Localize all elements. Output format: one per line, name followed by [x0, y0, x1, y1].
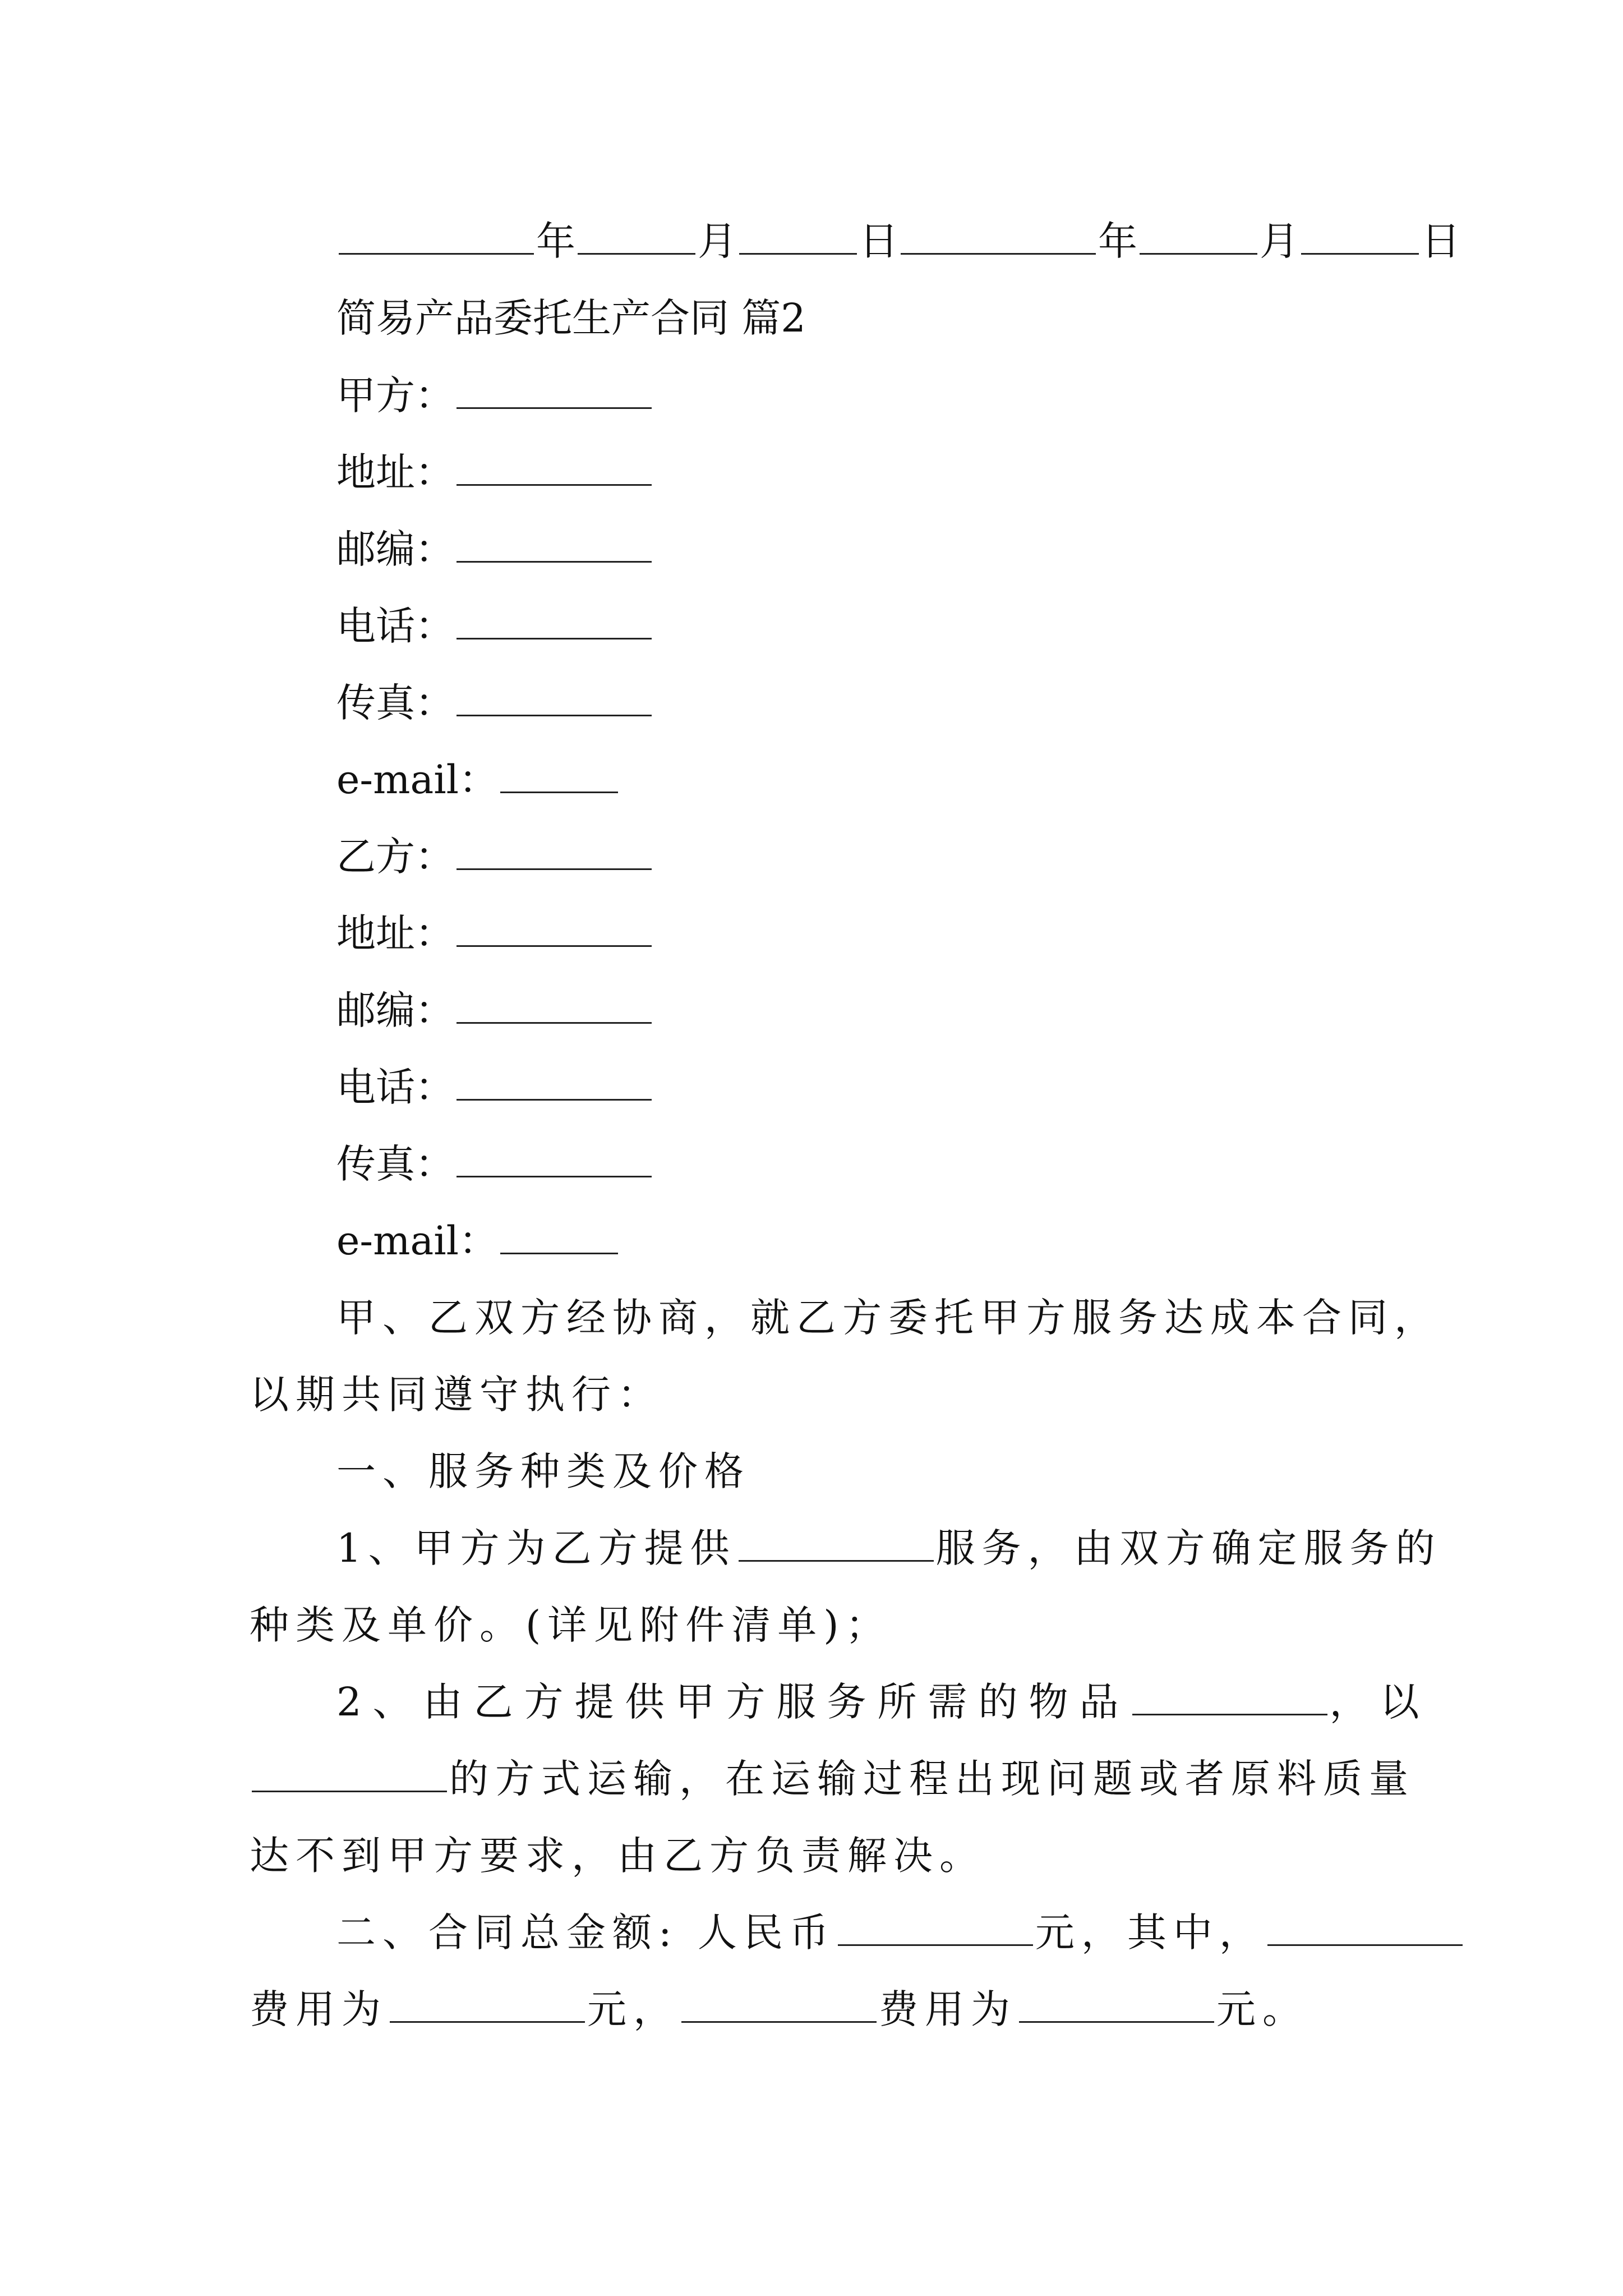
- month-blank[interactable]: [578, 217, 695, 255]
- party-b-phone-label: 电话：: [336, 1064, 454, 1110]
- party-b-address-blank[interactable]: [457, 909, 652, 947]
- section-2-line-2: [250, 1984, 1308, 2035]
- section-2-text-c: 费用为: [250, 1986, 388, 2032]
- party-a-phone-blank[interactable]: [457, 602, 652, 639]
- party-b-postcode-row: [336, 985, 654, 1036]
- party-b-blank[interactable]: [457, 832, 652, 870]
- party-a-address-blank[interactable]: [457, 448, 652, 486]
- section-2-line-1: [336, 1907, 1465, 1958]
- item-2-text-b: ，以: [1329, 1679, 1431, 1725]
- signature-date-line: [336, 216, 1460, 266]
- party-b-email-label: e-mail：: [336, 1218, 498, 1264]
- service-blank[interactable]: [739, 1524, 934, 1562]
- fee-amount-blank-1[interactable]: [390, 1985, 585, 2023]
- month-label-2: 月: [1260, 218, 1299, 264]
- party-b-phone-row: [336, 1062, 654, 1112]
- day-label-2: 日: [1421, 218, 1460, 264]
- section-2-text-e: 费用为: [879, 1986, 1017, 2032]
- section-2-text-b: 元，其中，: [1035, 1910, 1265, 1955]
- party-a-address-row: [336, 447, 654, 498]
- item-2-text-a: 2、由乙方提供甲方服务所需的物品: [336, 1679, 1130, 1725]
- party-b-email-blank[interactable]: [500, 1217, 618, 1254]
- item-1-text-a: 1、甲方为乙方提供: [336, 1525, 736, 1571]
- party-a-fax-row: [336, 678, 654, 728]
- party-a-fax-label: 传真：: [336, 680, 454, 726]
- party-b-label: 乙方：: [336, 834, 454, 880]
- section-1-item-1-line-2: 种类及单价。(详见附件清单)；: [250, 1602, 892, 1648]
- section-2-text-a: 二、合同总金额: 人民币: [336, 1910, 836, 1955]
- fee-type-blank-1[interactable]: [1267, 1908, 1463, 1946]
- year-blank-2[interactable]: [901, 217, 1096, 255]
- section-1-item-2: [336, 1677, 1431, 1727]
- transport-method-blank[interactable]: [252, 1755, 447, 1792]
- party-b-fax-label: 传真：: [336, 1141, 454, 1187]
- party-a-email-blank[interactable]: [500, 756, 618, 793]
- year-label: 年: [536, 218, 575, 264]
- party-a-postcode-label: 邮编：: [336, 526, 454, 572]
- party-a-address-label: 地址：: [336, 449, 454, 495]
- party-a-row: [336, 370, 654, 421]
- party-a-phone-row: [336, 601, 654, 651]
- party-b-address-row: [336, 908, 654, 959]
- party-a-blank[interactable]: [457, 371, 652, 409]
- day-blank[interactable]: [739, 217, 857, 255]
- party-a-fax-blank[interactable]: [457, 679, 652, 716]
- day-label: 日: [859, 218, 898, 264]
- item-2-line-2-text: 的方式运输，在运输过程出现问题或者原料质量: [449, 1756, 1415, 1802]
- section-1-item-2-line-2: [250, 1754, 1415, 1804]
- party-b-fax-row: [336, 1139, 654, 1189]
- contract-heading: 简易产品委托生产合同 篇2: [336, 295, 806, 341]
- year-label-2: 年: [1098, 218, 1137, 264]
- fee-amount-blank-2[interactable]: [1019, 1985, 1214, 2023]
- section-2-text-d: 元，: [587, 1986, 679, 2032]
- party-a-label: 甲方：: [336, 372, 454, 418]
- materials-blank[interactable]: [1132, 1678, 1327, 1715]
- month-blank-2[interactable]: [1140, 217, 1257, 255]
- party-b-postcode-blank[interactable]: [457, 986, 652, 1024]
- party-a-email-label: e-mail：: [336, 757, 498, 803]
- intro-line-1: 甲、乙双方经协商，就乙方委托甲方服务达成本合同，: [336, 1295, 1440, 1341]
- party-a-phone-label: 电话：: [336, 603, 454, 649]
- party-a-postcode-row: [336, 524, 654, 574]
- party-b-address-label: 地址：: [336, 910, 454, 956]
- intro-line-2: 以期共同遵守执行：: [250, 1372, 663, 1418]
- section-1-item-1: [336, 1523, 1442, 1573]
- party-b-email-row: [336, 1216, 620, 1266]
- day-blank-2[interactable]: [1301, 217, 1419, 255]
- party-b-row: [336, 831, 654, 882]
- party-a-postcode-blank[interactable]: [457, 525, 652, 563]
- party-b-postcode-label: 邮编：: [336, 987, 454, 1033]
- section-1-item-2-line-3: 达不到甲方要求，由乙方负责解决。: [250, 1833, 985, 1879]
- party-a-email-row: [336, 754, 620, 805]
- year-blank[interactable]: [339, 217, 534, 255]
- section-2-text-f: 元。: [1216, 1986, 1308, 2032]
- total-amount-blank[interactable]: [838, 1908, 1033, 1946]
- item-1-text-b: 服务，由双方确定服务的: [935, 1525, 1442, 1571]
- party-b-phone-blank[interactable]: [457, 1063, 652, 1101]
- section-1-title: 一、服务种类及价格: [336, 1448, 750, 1494]
- month-label: 月: [698, 218, 737, 264]
- fee-type-blank-2[interactable]: [681, 1985, 877, 2023]
- party-b-fax-blank[interactable]: [457, 1140, 652, 1177]
